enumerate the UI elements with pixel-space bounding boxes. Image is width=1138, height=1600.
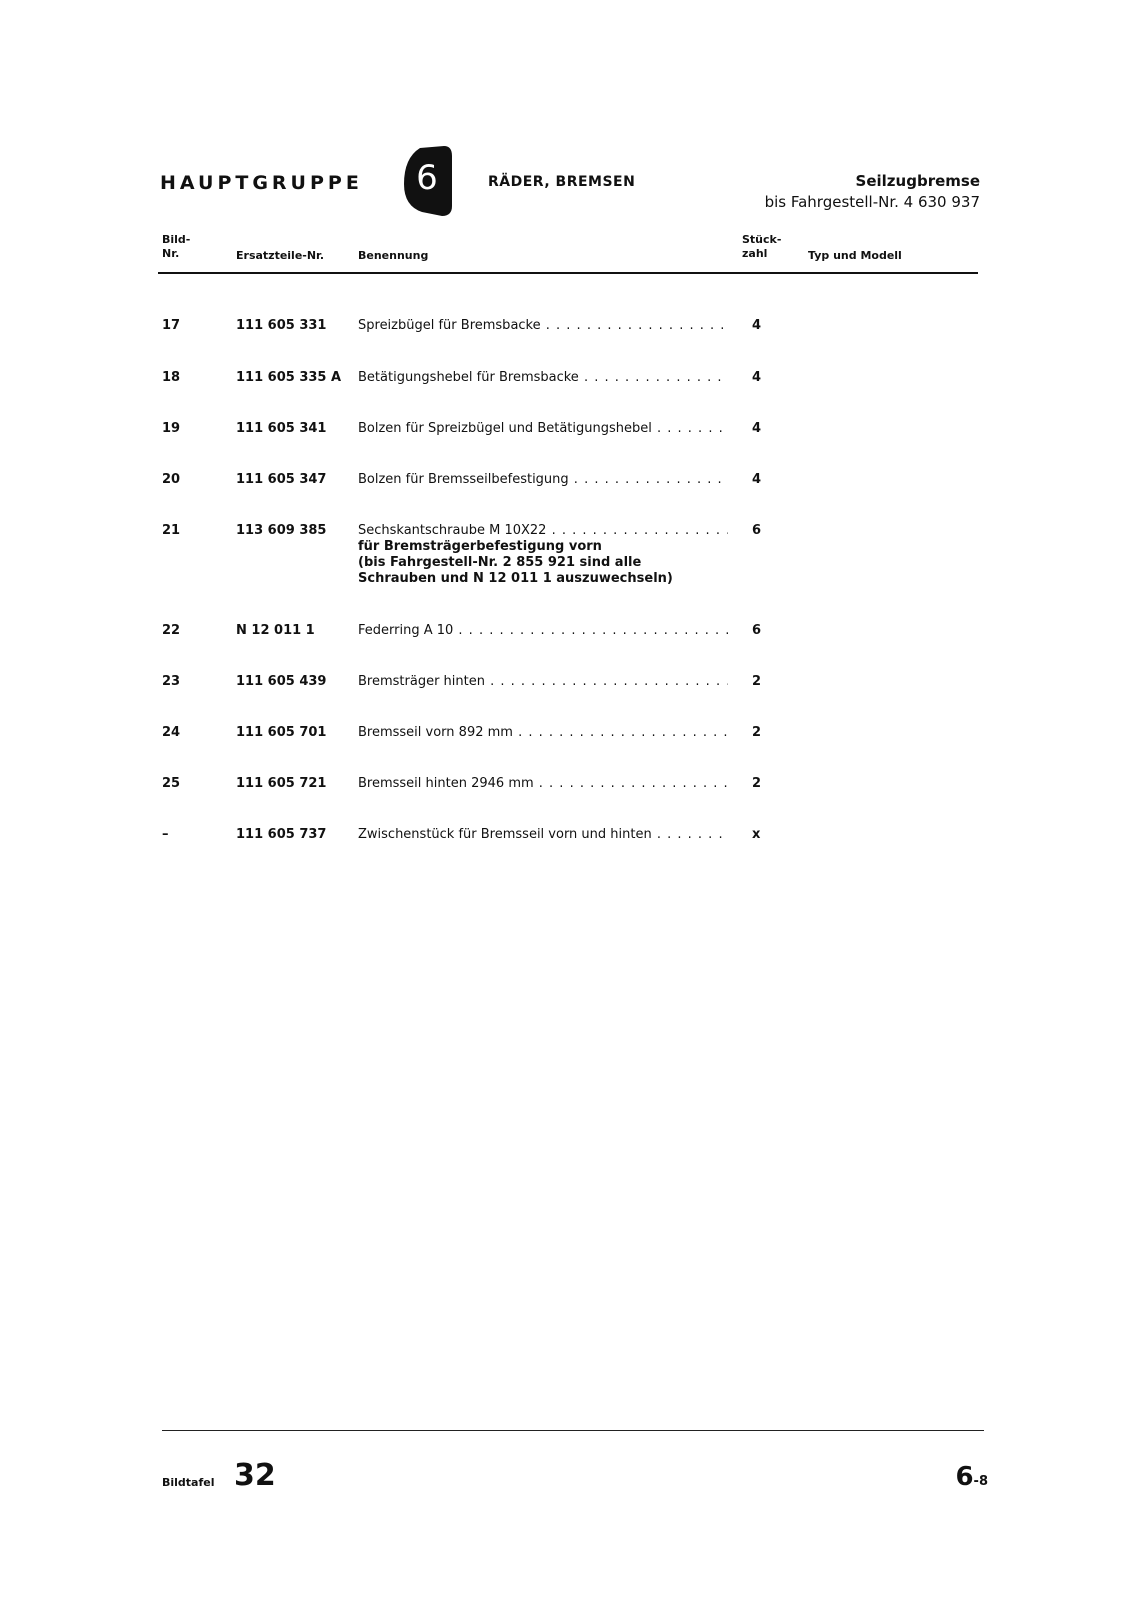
row-quantity: 4 (752, 318, 762, 333)
row-quantity: 6 (752, 623, 762, 638)
column-head-stueck-line2: zahl (742, 247, 768, 260)
row-description (358, 623, 728, 639)
column-head-ersatzteile: Ersatzteile-Nr. (236, 249, 325, 262)
row-description-main: Spreizbügel für Bremsbacke . . . (358, 318, 728, 334)
column-head-typ-modell: Typ und Modell (808, 249, 902, 262)
row-description (358, 421, 728, 437)
group-number: 6 (416, 158, 438, 198)
section-title: Seilzugbremse (855, 172, 980, 190)
row-bild-nr: – (162, 827, 169, 842)
row-description (358, 674, 728, 690)
plate-number: 32 (234, 1458, 276, 1493)
page-number-sub: -8 (973, 1474, 988, 1489)
row-bild-nr: 17 (162, 318, 181, 333)
column-head-bild-nr (162, 233, 190, 261)
column-head-bild-line1: Bild- (162, 233, 191, 246)
row-description-main: Betätigungshebel für Bremsbacke . . . (358, 370, 728, 386)
row-quantity: x (752, 827, 761, 842)
row-part-number: 111 605 347 (236, 472, 327, 487)
row-part-number: 111 605 335 A (236, 370, 342, 385)
row-bild-nr: 20 (162, 472, 181, 487)
row-bild-nr: 18 (162, 370, 181, 385)
row-description (358, 776, 728, 792)
row-description-main: Bremsträger hinten . . . (358, 674, 728, 690)
row-quantity: 4 (752, 421, 762, 436)
row-quantity: 2 (752, 674, 762, 689)
column-head-bild-line2: Nr. (162, 247, 180, 260)
row-description-main: Bolzen für Bremsseilbefestigung . . . (358, 472, 728, 488)
row-quantity: 4 (752, 472, 762, 487)
row-description-main: Bolzen für Spreizbügel und Betätigungshebel . . . (358, 421, 728, 437)
row-description-main: Sechskantschraube M 10X22 . . . (358, 523, 728, 539)
row-description-main: Bremsseil hinten 2946 mm . . . (358, 776, 728, 792)
row-description (358, 523, 728, 587)
row-quantity: 6 (752, 523, 762, 538)
group-name: RÄDER, BREMSEN (488, 174, 636, 190)
column-head-stueck-line1: Stück- (742, 233, 782, 246)
row-quantity: 4 (752, 370, 762, 385)
column-head-stueckzahl (742, 233, 781, 261)
row-quantity: 2 (752, 776, 762, 791)
row-part-number: 111 605 701 (236, 725, 327, 740)
row-part-number: N 12 011 1 (236, 623, 315, 638)
row-description (358, 827, 728, 843)
column-head-benennung: Benennung (358, 249, 429, 262)
row-bild-nr: 24 (162, 725, 181, 740)
row-description (358, 318, 728, 334)
section-subtitle: bis Fahrgestell-Nr. 4 630 937 (764, 193, 980, 211)
header-divider (158, 272, 978, 274)
row-description-main: Federring A 10 . . . (358, 623, 728, 639)
plate-label: Bildtafel (162, 1476, 215, 1489)
row-part-number: 113 609 385 (236, 523, 327, 538)
row-part-number: 111 605 721 (236, 776, 327, 791)
row-description (358, 370, 728, 386)
page-number-main: 6 (955, 1462, 974, 1492)
row-description-main: Bremsseil vorn 892 mm . . . (358, 725, 728, 741)
row-bild-nr: 19 (162, 421, 181, 436)
row-part-number: 111 605 737 (236, 827, 327, 842)
row-bild-nr: 21 (162, 523, 181, 538)
page-number (955, 1462, 988, 1492)
row-part-number: 111 605 331 (236, 318, 327, 333)
row-description-note: (bis Fahrgestell-Nr. 2 855 921 sind alle (358, 555, 642, 570)
row-part-number: 111 605 439 (236, 674, 327, 689)
row-quantity: 2 (752, 725, 762, 740)
row-part-number: 111 605 341 (236, 421, 327, 436)
row-description (358, 472, 728, 488)
row-bild-nr: 23 (162, 674, 181, 689)
main-group-title: HAUPTGRUPPE (160, 172, 363, 194)
row-description (358, 725, 728, 741)
row-description-note: für Bremsträgerbefestigung vorn (358, 539, 602, 554)
footer-divider (162, 1430, 984, 1431)
row-description-main: Zwischenstück für Bremsseil vorn und hinten . . . (358, 827, 728, 843)
section-header (765, 172, 980, 211)
row-bild-nr: 25 (162, 776, 181, 791)
row-bild-nr: 22 (162, 623, 181, 638)
row-description-note: Schrauben und N 12 011 1 auszuwechseln) (358, 571, 673, 586)
